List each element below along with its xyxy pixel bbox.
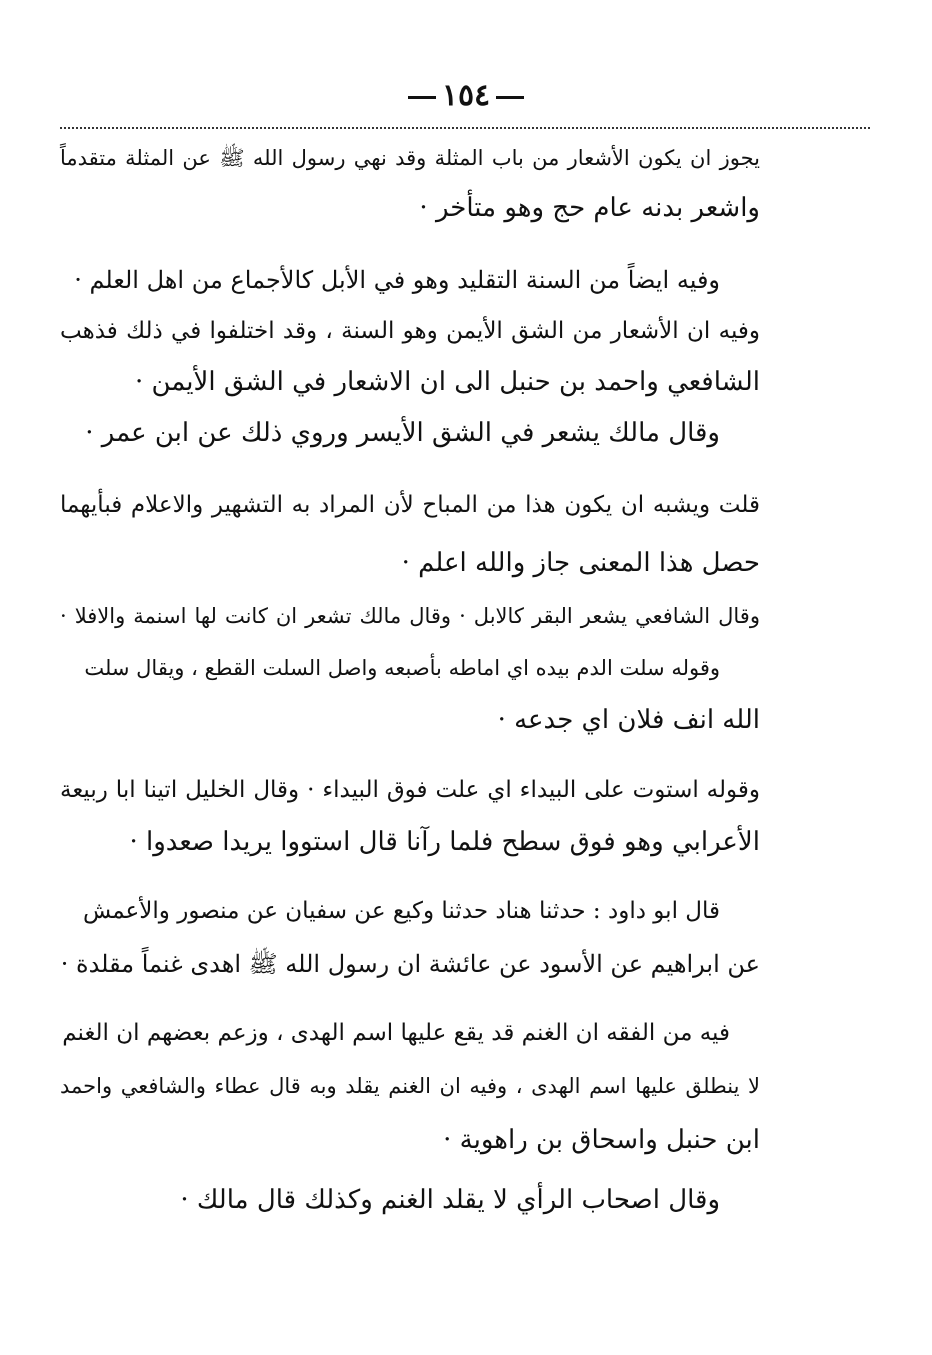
- text-line: قال ابو داود : حدثنا هناد حدثنا وكيع عن سفيان عن منصور والأعمش: [82, 898, 720, 924]
- text-line: وقال اصحاب الرأي لا يقلد الغنم وكذلك قال مالك ·: [180, 1185, 720, 1215]
- text-line: وقال مالك يشعر في الشق الأيسر وروي ذلك عن ابن عمر ·: [85, 418, 720, 448]
- text-line: وقوله سلت الدم بيده اي اماطه بأصبعه واصل السلت القطع ، ويقال سلت: [84, 656, 720, 680]
- text-line: وقال الشافعي يشعر البقر كالابل · وقال مالك تشعر ان كانت لها اسنمة والافلا ·: [60, 604, 760, 628]
- text-line: الشافعي واحمد بن حنبل الى ان الاشعار في الشق الأيمن ·: [134, 367, 760, 397]
- text-line: واشعر بدنه عام حج وهو متأخر ·: [419, 193, 760, 223]
- text-line: وفيه ان الأشعار من الشق الأيمن وهو السنة ، وقد اختلفوا في ذلك فذهب: [60, 318, 760, 344]
- text-line: لا ينطلق عليها اسم الهدى ، وفيه ان الغنم يقلد وبه قال عطاء والشافعي واحمد: [60, 1074, 760, 1098]
- text-line: فيه من الفقه ان الغنم قد يقع عليها اسم الهدى ، وزعم بعضهم ان الغنم: [62, 1020, 730, 1046]
- text-line: وفيه ايضاً من السنة التقليد وهو في الأبل كالأجماع من اهل العلم ·: [74, 266, 720, 294]
- text-line: ابن حنبل واسحاق بن راهوية ·: [443, 1125, 760, 1155]
- left-dash: [408, 96, 436, 99]
- page-number: ١٥٤: [441, 78, 491, 113]
- text-line: قلت ويشبه ان يكون هذا من المباح لأن المراد به التشهير والاعلام فبأيهما: [60, 492, 760, 518]
- text-line: الأعرابي وهو فوق سطح فلما رآنا قال استووا يريدا صعدوا ·: [129, 827, 760, 857]
- text-line: وقوله استوت على البيداء اي علت فوق البيداء · وقال الخليل اتينا ابا ربيعة: [60, 777, 760, 803]
- text-line: الله انف فلان اي جدعه ·: [497, 705, 760, 735]
- dotted-rule: [60, 127, 870, 129]
- text-line: حصل هذا المعنى جاز والله اعلم ·: [401, 548, 760, 578]
- text-line: يجوز ان يكون الأشعار من باب المثلة وقد نهي رسول الله ﷺ عن المثلة متقدماً: [60, 146, 760, 170]
- text-line: عن ابراهيم عن الأسود عن عائشة ان رسول الله ﷺ اهدى غنماً مقلدة ·: [60, 950, 760, 978]
- page-number-header: [0, 78, 932, 113]
- right-dash: [496, 96, 524, 99]
